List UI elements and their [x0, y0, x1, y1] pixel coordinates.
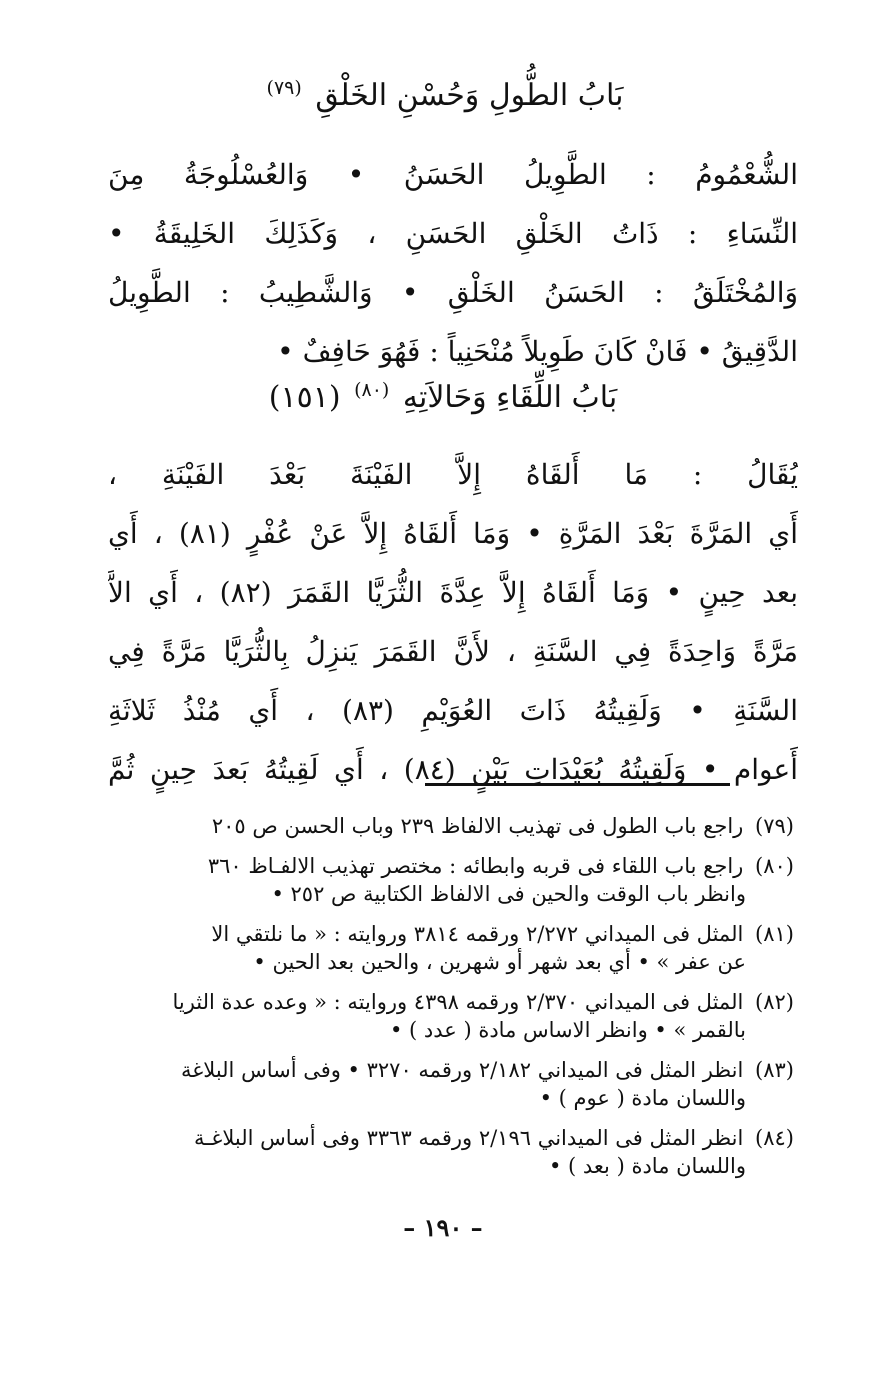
source-reference: (١٥١) — [268, 380, 341, 415]
footnote-reference: (٨٠) — [354, 379, 390, 401]
text-line: يُقَالُ : مَا أَلقَاهُ إِلاَّ الفَيْنَةَ بَعْدَ الفَيْنَةِ ، — [108, 458, 798, 491]
footnote-line — [94, 852, 794, 880]
footnote-79 — [94, 812, 794, 840]
footnote-84 — [94, 1124, 794, 1180]
section-heading-meeting — [100, 378, 786, 418]
text-line: مَرَّةً وَاحِدَةً فِي السَّنَةِ ، لأَنَّ القَمَرَ يَنزِلُ بِالثُّرَيَّا مَرَّةً فِي — [108, 635, 798, 668]
footnote-separator — [425, 783, 730, 786]
footnote-82 — [94, 988, 794, 1044]
paragraph-length-beauty — [108, 145, 798, 381]
footnote-number: (٨٢) — [755, 990, 794, 1014]
footnote-text: المثل فى الميداني ٢/٣٧٠ ورقمه ٤٣٩٨ وروايته : « وعده عدة الثريا — [172, 990, 744, 1014]
footnote-text: المثل فى الميداني ٢/٢٧٢ ورقمه ٣٨١٤ وروايته : « ما نلتقي الا — [211, 922, 744, 946]
section-title: بَابُ الطُّولِ وَحُسْنِ الخَلْقِ — [315, 78, 624, 113]
section-heading-length-beauty — [100, 76, 786, 116]
text-line: أَعوام • وَلَقِيتُهُ بُعَيْدَاتِ بَيْنٍ (٨٤) ، أَي لَقِيتُهُ بَعدَ حِينٍ ثُمَّ — [108, 753, 798, 786]
footnote-number: (٨٠) — [755, 854, 794, 878]
footnote-line — [94, 988, 794, 1016]
footnote-text: راجع باب اللقاء فى قربه وابطائه : مختصر تهذيب الالفـاظ ٣٦٠ — [207, 854, 744, 878]
section-title: بَابُ اللِّقَاءِ وَحَالاَتِهِ — [402, 380, 618, 415]
page-number: – ١٩٠ – — [403, 1213, 483, 1242]
footnote-text: راجع باب الطول فى تهذيب الالفاظ ٢٣٩ وباب الحسن ص ٢٠٥ — [211, 814, 744, 838]
footnote-line: عن عفر » • أي بعد شهر أو شهرين ، والحين بعد الحين • — [253, 950, 746, 974]
footnote-line: بالقمر » • وانظر الاساس مادة ( عدد ) • — [389, 1018, 746, 1042]
footnote-line — [94, 1124, 794, 1152]
text-line: الدَّقِيقُ • فَانْ كَانَ طَوِيلاً مُنْحَنِياً : فَهُوَ حَافِفٌ • — [277, 335, 798, 368]
text-line: بعد حِينٍ • وَمَا أَلقَاهُ إِلاَّ عِدَّةَ الثُّرَيَّا القَمَرَ (٨٢) ، أَي الاَّ — [108, 576, 798, 609]
footnote-reference: (٧٩) — [266, 77, 302, 99]
text-line: أَي المَرَّةَ بَعْدَ المَرَّةِ • وَمَا أَلقَاهُ إِلاَّ عَنْ عُفْرٍ (٨١) ، أَي — [108, 517, 798, 550]
text-line: وَالمُخْتَلَقُ : الحَسَنُ الخَلْقِ • وَالشَّطِيبُ : الطَّوِيلُ — [108, 276, 798, 309]
text-line: السَّنَةِ • وَلَقِيتُهُ ذَاتَ العُوَيْمِ (٨٣) ، أَي مُنْذُ ثَلاثَةِ — [108, 694, 798, 727]
footnote-number: (٨١) — [755, 922, 794, 946]
footnote-line: وانظر باب الوقت والحين فى الالفاظ الكتابية ص ٢٥٢ • — [271, 882, 746, 906]
footnote-line: واللسان مادة ( بعد ) • — [548, 1154, 746, 1178]
footnote-83 — [94, 1056, 794, 1112]
footnote-number: (٧٩) — [755, 814, 794, 838]
footnote-number: (٨٣) — [755, 1058, 794, 1082]
footnote-text: انظر المثل فى الميداني ٢/١٨٢ ورقمه ٣٢٧٠ • وفى أساس البلاغة — [181, 1058, 744, 1082]
footnote-81 — [94, 920, 794, 976]
text-line: الشُّعْمُومُ : الطَّوِيلُ الحَسَنُ • وَالعُسْلُوجَةُ مِنَ — [108, 158, 798, 191]
footnote-line: واللسان مادة ( عوم ) • — [539, 1086, 746, 1110]
paragraph-meeting — [108, 445, 798, 799]
footnote-80 — [94, 852, 794, 908]
footnote-line — [94, 920, 794, 948]
footnote-line — [94, 812, 794, 840]
footnote-line — [94, 1056, 794, 1084]
footnotes — [94, 812, 794, 1192]
footnote-number: (٨٤) — [755, 1126, 794, 1150]
footnote-text: انظر المثل فى الميداني ٢/١٩٦ ورقمه ٣٣٦٣ وفى أساس البلاغـة — [193, 1126, 744, 1150]
text-line: النِّسَاءِ : ذَاتُ الخَلْقِ الحَسَنِ ، وَكَذَلِكَ الخَلِيقَةُ • — [108, 217, 798, 250]
